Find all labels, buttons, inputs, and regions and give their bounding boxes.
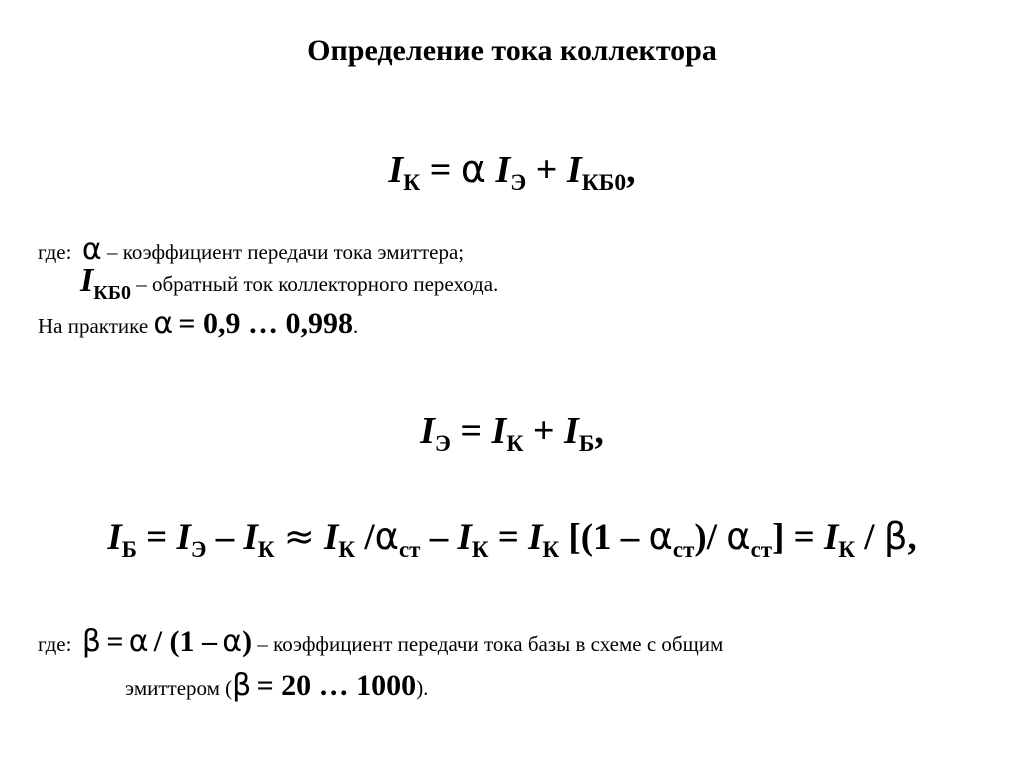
formula-base-current: $I_Б = I_Э - I_К \approx I_К$ $/\alpha_{ст} - I_К = I_К$ [$(1 - \alpha_{ст})/$ $\alpha_{ст}] = I_К / \beta$,	[107, 515, 917, 563]
where-beta-line: где: β = α / (1 – α) – коэффициент передачи тока базы в схеме с общим	[38, 624, 724, 659]
page-title: Определение тока коллектора	[307, 34, 717, 67]
formula-emitter-current: $I_Э = I_К + I_Б$,	[420, 410, 604, 458]
where-alpha-line: где: α – коэффициент передачи тока эмиттера;	[38, 232, 465, 267]
where-beta-line-continued: эмиттером (β = 20 … 1000).	[125, 668, 429, 703]
where-reverse-current-line: $I_{КБ0}$ – обратный ток коллекторного перехода.	[80, 262, 499, 304]
formula-collector-current: $I_К = \alpha$ $I_Э + I_{КБ0}$,	[388, 147, 636, 197]
practice-line: На практике α = 0,9 … 0,998.	[38, 306, 359, 341]
